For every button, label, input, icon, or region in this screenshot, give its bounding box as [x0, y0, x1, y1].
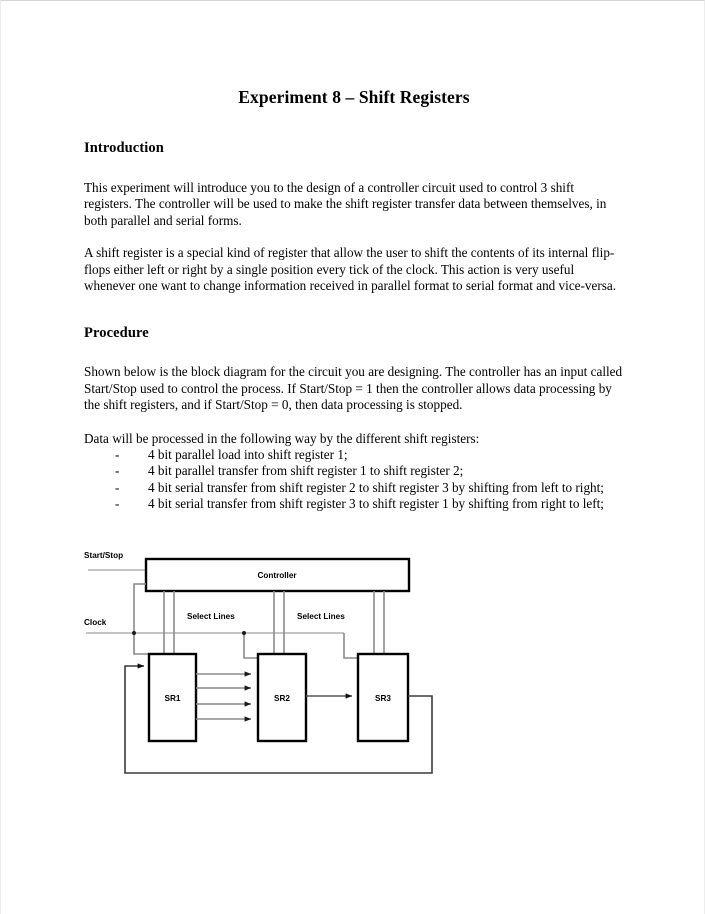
- section-heading-introduction: Introduction: [84, 140, 164, 156]
- controller-label: Controller: [257, 571, 297, 580]
- shift-register-3-label: SR3: [375, 694, 391, 703]
- clock-branch-sr2: [244, 633, 258, 658]
- procedure-paragraph-2: Data will be processed in the following way by the different shift registers:: [84, 430, 480, 446]
- list-item-label: 4 bit parallel transfer from shift register 1 to shift register 2;: [148, 463, 464, 479]
- list-item-label: 4 bit serial transfer from shift register 3 to shift register 1 by shifting from right to left;: [148, 496, 604, 512]
- procedure-paragraph-1: Shown below is the block diagram for the circuit you are designing. The controller has an input called Start/Stop used to control the process. If Start/Stop = 1 then the controller allows data processing by the shift registers, and if Start/Stop = 0, then data processing is stopped.: [84, 364, 623, 413]
- document-body: [84, 1, 624, 513]
- page-title: Experiment 8 – Shift Registers: [238, 87, 470, 107]
- list-item: [115, 447, 624, 463]
- clock-junction-dot-sr1: [132, 631, 136, 635]
- clock-branch-sr3: [344, 633, 358, 658]
- list-item-label: 4 bit serial transfer from shift register 2 to shift register 3 by shifting from left to right;: [148, 479, 604, 495]
- introduction-paragraph-2: A shift register is a special kind of register that allow the user to shift the contents of its internal flip-flops either left or right by a single position every tick of the clock. This action is very useful whenever one want to change information received in parallel format to serial format and vice-versa.: [84, 245, 617, 294]
- list-item: [115, 480, 624, 496]
- start-stop-label: Start/Stop: [84, 551, 124, 560]
- list-bullet-marker: -: [115, 447, 120, 463]
- shift-register-1-label: SR1: [164, 694, 181, 703]
- list-bullet-marker: -: [115, 496, 120, 512]
- list-bullet-marker: -: [115, 463, 120, 479]
- section-heading-procedure: Procedure: [84, 325, 149, 342]
- list-item: [115, 463, 624, 479]
- clock-junction-dot-sr2: [242, 631, 246, 635]
- controller-to-sr1-enable-line: [134, 584, 154, 654]
- clock-label: Clock: [84, 618, 107, 627]
- procedure-list: [84, 447, 624, 513]
- list-item: [115, 496, 624, 512]
- select-lines-label-right: Select Lines: [297, 612, 345, 621]
- list-item-label: 4 bit parallel load into shift register 1;: [148, 447, 348, 463]
- block-diagram-figure: [76, 541, 456, 796]
- introduction-paragraph-1: This experiment will introduce you to the design of a controller circuit used to control 3 shift registers. The controller will be used to make the shift register transfer data between themselves, in both parallel and serial forms.: [84, 180, 607, 228]
- shift-register-2-label: SR2: [274, 694, 290, 703]
- list-bullet-marker: -: [115, 479, 120, 495]
- shift-register-block-diagram: [76, 541, 456, 796]
- select-lines-label-left: Select Lines: [187, 612, 235, 621]
